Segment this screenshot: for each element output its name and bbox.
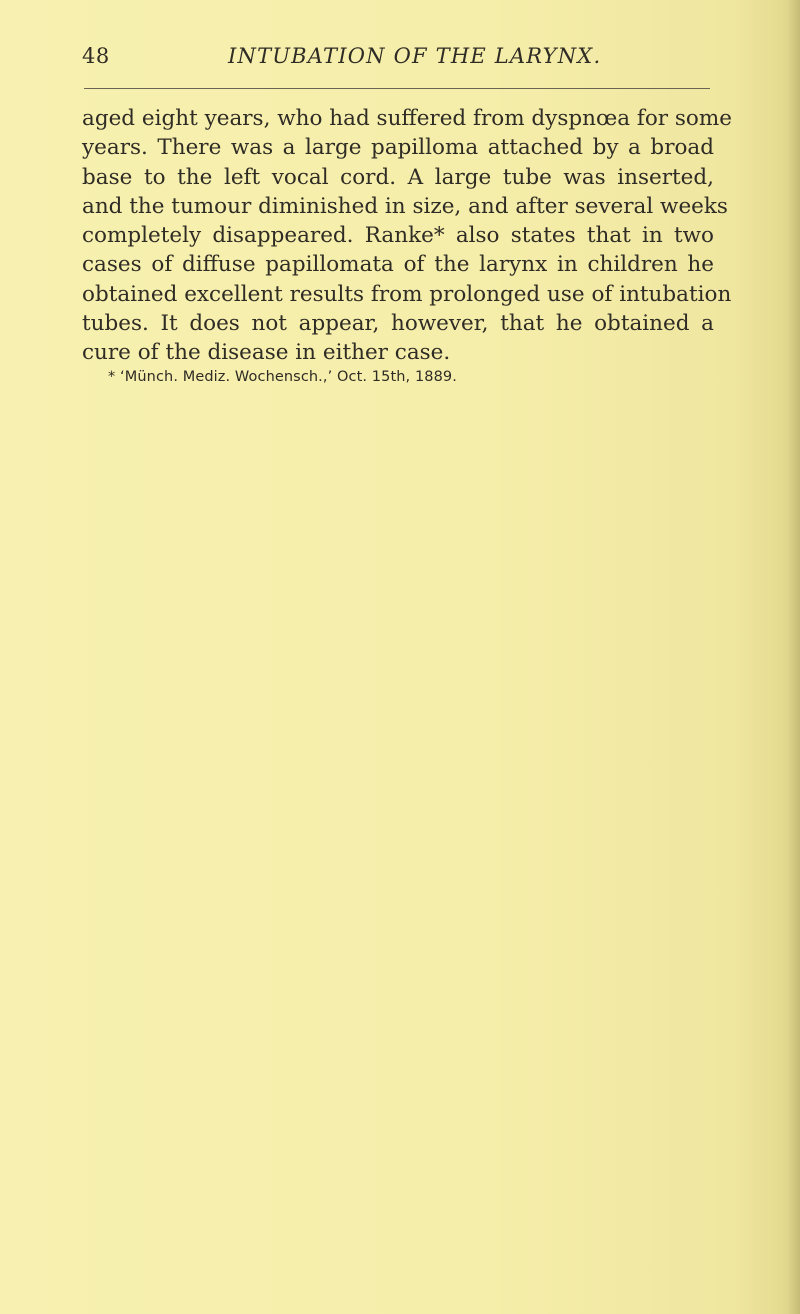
page-number: 48 bbox=[82, 44, 110, 68]
body-paragraph bbox=[82, 104, 732, 368]
text-line: aged eight years, who had suffered from dyspnœa for some bbox=[82, 106, 732, 131]
page-edge-shadow bbox=[788, 0, 800, 1314]
text-line: cure of the disease in either case. bbox=[82, 340, 451, 366]
text-line: tubes. It does not appear, however, that he obtained a bbox=[82, 311, 714, 337]
running-title: INTUBATION OF THE LARYNX. bbox=[228, 44, 602, 68]
text-line: and the tumour diminished in size, and after several weeks bbox=[82, 193, 728, 219]
text-line: obtained excellent results from prolonged use of intubation bbox=[82, 281, 732, 307]
text-line: cases of diffuse papillomata of the larynx in children he bbox=[82, 252, 714, 278]
text-line: years. There was a large papilloma attached by a broad bbox=[82, 135, 714, 161]
text-line: base to the left vocal cord. A large tube was inserted, bbox=[82, 164, 714, 190]
header-rule bbox=[84, 88, 710, 89]
page-header bbox=[82, 44, 712, 78]
text-line: completely disappeared. Ranke* also states that in two bbox=[82, 223, 714, 249]
footnote: * ‘Münch. Mediz. Wochensch.,’ Oct. 15th, 1889. bbox=[108, 369, 457, 385]
